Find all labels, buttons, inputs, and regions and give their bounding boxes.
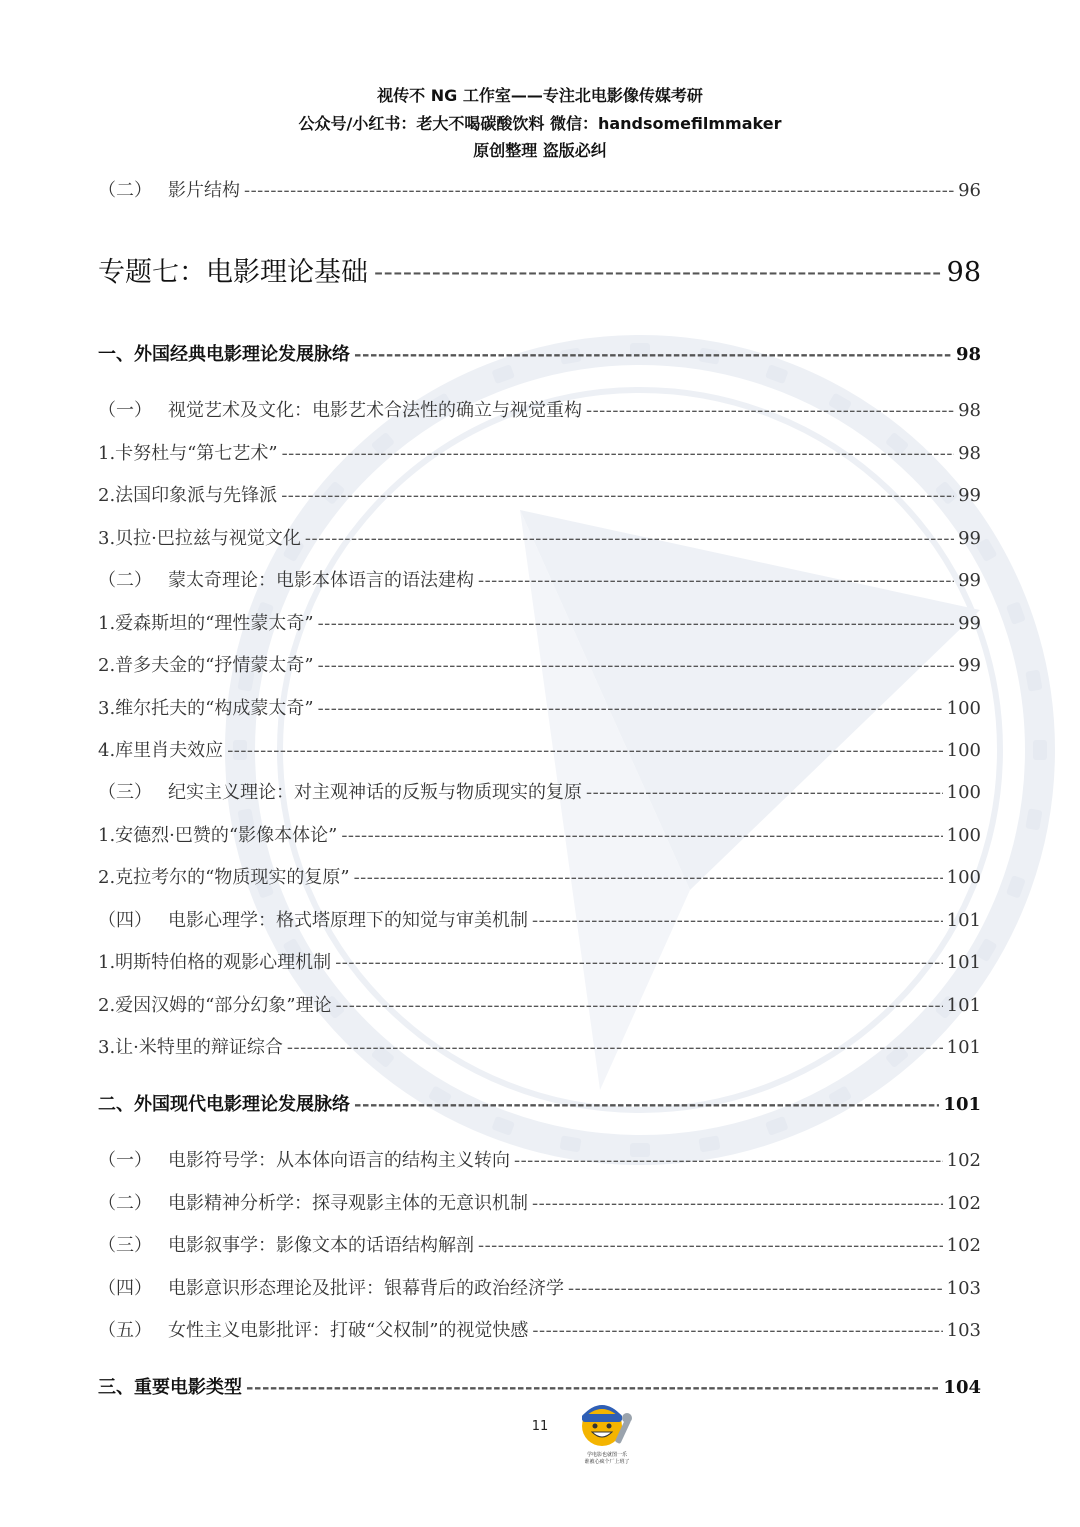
toc-entry-text: 专题七：电影理论基础 (98, 257, 368, 288)
toc-entry-title (98, 948, 331, 974)
svg-text:学电影也就图一乐: 学电影也就图一乐 (586, 1452, 628, 1458)
toc-entry-title (98, 340, 350, 366)
toc-entry[interactable] (98, 863, 981, 889)
dot-leader (532, 1193, 943, 1214)
toc-entry-title (98, 1316, 528, 1342)
toc-section-entry[interactable] (98, 1373, 981, 1399)
toc-entry-number: （二） (98, 570, 152, 591)
toc-entry-text: 4.库里肖夫效应 (98, 740, 224, 761)
toc-entry-title (98, 736, 223, 762)
toc-page-number: 100 (946, 740, 981, 761)
toc-page-number: 98 (946, 257, 981, 288)
toc-entry-title (98, 176, 240, 202)
dot-leader (478, 570, 954, 591)
toc-entry-text: 二、外国现代电影理论发展脉络 (98, 1094, 350, 1115)
dot-leader (246, 1377, 939, 1398)
toc-entry[interactable] (98, 1231, 981, 1257)
toc-page-number: 104 (943, 1377, 981, 1398)
toc-page-number: 98 (958, 443, 981, 464)
toc-entry[interactable] (98, 439, 981, 465)
toc-entry[interactable] (98, 1146, 981, 1172)
dot-leader (586, 782, 943, 803)
toc-entry-text: 电影意识形态理论及批评：银幕背后的政治经济学 (168, 1278, 564, 1299)
toc-entry-title (98, 250, 368, 289)
toc-entry[interactable] (98, 566, 981, 592)
toc-page-number: 102 (946, 1150, 981, 1171)
dot-leader (341, 825, 942, 846)
toc-page-number: 101 (946, 1037, 981, 1058)
toc-entry-number: （三） (98, 782, 152, 803)
toc-entry-title (98, 906, 528, 932)
dot-leader (281, 485, 954, 506)
dot-leader (287, 1037, 943, 1058)
toc-page-number: 98 (955, 344, 981, 365)
toc-entry-text: 电影符号学：从本体向语言的结构主义转向 (168, 1150, 510, 1171)
toc-entry-text: 3.贝拉·巴拉兹与视觉文化 (98, 528, 301, 549)
toc-entry-number: （三） (98, 1235, 152, 1256)
toc-entry[interactable] (98, 651, 981, 677)
toc-section-entry[interactable] (98, 340, 981, 366)
dot-leader (354, 344, 952, 365)
toc-page-number: 101 (946, 910, 981, 931)
toc-page-number: 103 (946, 1320, 981, 1341)
toc-entry-text: 电影叙事学：影像文本的话语结构解剖 (168, 1235, 474, 1256)
toc-entry-text: 纪实主义理论：对主观神话的反叛与物质现实的复原 (168, 782, 582, 803)
toc-entry-title (98, 481, 277, 507)
dot-leader (227, 740, 942, 761)
toc-entry-text: 2.普多夫金的“抒情蒙太奇” (98, 655, 314, 676)
toc-page-number: 100 (946, 867, 981, 888)
toc-entry[interactable] (98, 609, 981, 635)
toc-entry[interactable] (98, 948, 981, 974)
toc-entry-title (98, 524, 301, 550)
dot-leader (318, 655, 955, 676)
toc-entry[interactable] (98, 176, 981, 202)
toc-page-number: 101 (946, 952, 981, 973)
toc-entry-number: （四） (98, 910, 152, 931)
toc-entry-text: 2.爱因汉姆的“部分幻象”理论 (98, 995, 332, 1016)
toc-entry-text: 1.爱森斯坦的“理性蒙太奇” (98, 613, 314, 634)
dot-leader (318, 698, 943, 719)
dot-leader (568, 1278, 943, 1299)
mascot-logo (572, 1396, 642, 1466)
toc-entry[interactable] (98, 481, 981, 507)
toc-entry[interactable] (98, 991, 981, 1017)
page-number: 11 (531, 1419, 549, 1434)
toc-entry[interactable] (98, 524, 981, 550)
toc-entry-title (98, 1274, 564, 1300)
header-contact-line: 公众号/小红书：老大不喝碳酸饮料 微信：handsomefilmmaker (298, 113, 782, 133)
toc-entry-text: 电影心理学：格式塔原理下的知觉与审美机制 (168, 910, 528, 931)
toc-entry[interactable] (98, 694, 981, 720)
toc-entry-text: 2.法国印象派与先锋派 (98, 485, 278, 506)
toc-page-number: 100 (946, 782, 981, 803)
toc-page-number: 102 (946, 1193, 981, 1214)
toc-entry-text: 一、外国经典电影理论发展脉络 (98, 344, 350, 365)
dot-leader (478, 1235, 943, 1256)
toc-entry-number: （四） (98, 1278, 152, 1299)
toc-entry-number: （一） (98, 400, 152, 421)
toc-entry-title (98, 1146, 510, 1172)
toc-entry-title (98, 651, 314, 677)
toc-entry-title (98, 778, 582, 804)
dot-leader (335, 952, 942, 973)
svg-text:谁被心疯个厂上班了: 谁被心疯个厂上班了 (584, 1459, 630, 1465)
toc-entry-title (98, 1033, 283, 1059)
toc-page-number: 99 (958, 528, 981, 549)
toc-entry[interactable] (98, 778, 981, 804)
toc-entry[interactable] (98, 396, 981, 422)
toc-entry-title (98, 566, 474, 592)
header-copyright-line: 原创整理 盗版必纠 (473, 141, 607, 160)
toc-entry-title (98, 821, 337, 847)
document-header (0, 82, 1080, 165)
toc-entry[interactable] (98, 1316, 981, 1342)
toc-entry-title (98, 439, 278, 465)
toc-entry-text: 三、重要电影类型 (98, 1377, 242, 1398)
toc-entry-text: 3.维尔托夫的“构成蒙太奇” (98, 698, 314, 719)
dot-leader (532, 910, 943, 931)
toc-entry[interactable] (98, 1033, 981, 1059)
toc-entry-title (98, 1373, 242, 1399)
dot-leader (318, 613, 955, 634)
toc-page-number: 99 (958, 655, 981, 676)
toc-entry-number: （一） (98, 1150, 152, 1171)
toc-entry-text: 1.卡努杜与“第七艺术” (98, 443, 278, 464)
header-studio-line: 视传不 NG 工作室——专注北电影像传媒考研 (377, 86, 703, 105)
toc-entry[interactable] (98, 1274, 981, 1300)
dot-leader (354, 1094, 939, 1115)
toc-page-number: 99 (958, 485, 981, 506)
toc-page-number: 98 (958, 400, 981, 421)
toc-entry-text: 视觉艺术及文化：电影艺术合法性的确立与视觉重构 (168, 400, 582, 421)
toc-page-number: 100 (946, 825, 981, 846)
toc-entry-title (98, 694, 314, 720)
toc-entry-text: 影片结构 (168, 180, 240, 201)
dot-leader (586, 400, 954, 421)
toc-entry-title (98, 396, 582, 422)
dot-leader (532, 1320, 942, 1341)
toc-entry-number: （五） (98, 1320, 152, 1341)
toc-page-number: 100 (946, 698, 981, 719)
toc-entry[interactable] (98, 821, 981, 847)
toc-entry-title (98, 1090, 350, 1116)
dot-leader (374, 257, 941, 288)
toc-page-number: 96 (958, 180, 981, 201)
toc-entry-text: 1.明斯特伯格的观影心理机制 (98, 952, 332, 973)
toc-entry-text: 1.安德烈·巴赞的“影像本体论” (98, 825, 338, 846)
toc-entry-title (98, 991, 332, 1017)
toc-page-number: 102 (946, 1235, 981, 1256)
dot-leader (244, 180, 954, 201)
toc-page-number: 99 (958, 570, 981, 591)
dot-leader (336, 995, 943, 1016)
dot-leader (514, 1150, 943, 1171)
toc-section-entry[interactable] (98, 1090, 981, 1116)
toc-entry-number: （二） (98, 1193, 152, 1214)
dot-leader (305, 528, 954, 549)
toc-entry-text: 3.让·米特里的辩证综合 (98, 1037, 283, 1058)
toc-page-number: 101 (946, 995, 981, 1016)
toc-entry[interactable] (98, 1189, 981, 1215)
toc-page-number: 99 (958, 613, 981, 634)
dot-leader (354, 867, 943, 888)
toc-entry-title (98, 1231, 474, 1257)
toc-entry-number: （二） (98, 180, 152, 201)
toc-entry-title (98, 863, 350, 889)
toc-chapter-entry[interactable] (98, 250, 981, 289)
toc-entry-text: 电影精神分析学：探寻观影主体的无意识机制 (168, 1193, 528, 1214)
toc-page-number: 103 (946, 1278, 981, 1299)
toc-entry-text: 2.克拉考尔的“物质现实的复原” (98, 867, 350, 888)
toc-entry-text: 女性主义电影批评：打破“父权制”的视觉快感 (168, 1320, 529, 1341)
dot-leader (282, 443, 955, 464)
toc-entry-title (98, 1189, 528, 1215)
toc-entry[interactable] (98, 906, 981, 932)
toc-entry-text: 蒙太奇理论：电影本体语言的语法建构 (168, 570, 474, 591)
toc-entry[interactable] (98, 736, 981, 762)
toc-entry-title (98, 609, 314, 635)
toc-page-number: 101 (943, 1094, 981, 1115)
